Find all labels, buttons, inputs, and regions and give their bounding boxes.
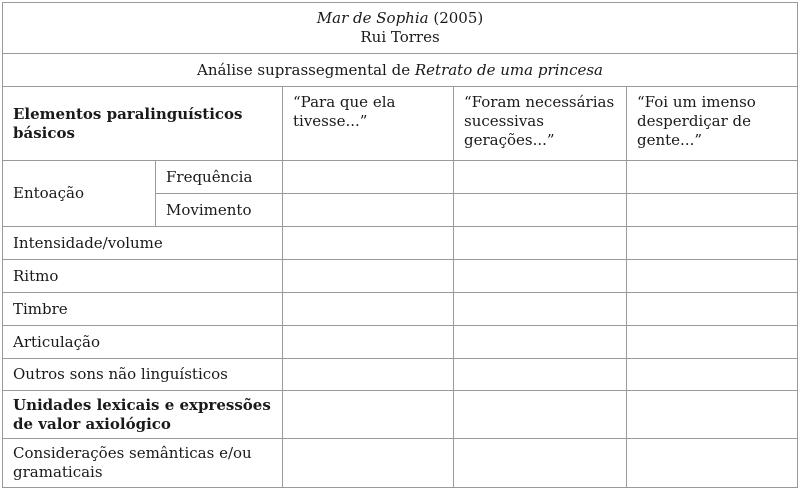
answer-cell [283, 326, 454, 359]
answer-cell [454, 227, 627, 260]
table-row [3, 439, 798, 488]
table-row [3, 391, 798, 439]
work-title-line [13, 9, 787, 28]
header-verse-2: “Foram necessárias sucessivas gerações...” [454, 87, 627, 161]
analysis-table [2, 2, 798, 488]
answer-cell [283, 227, 454, 260]
subtitle-row [3, 54, 798, 87]
row-label-ritmo: Ritmo [3, 260, 283, 293]
row-label-articulacao: Articulação [3, 326, 283, 359]
table-row [3, 326, 798, 359]
answer-cell [283, 439, 454, 488]
answer-cell [454, 293, 627, 326]
answer-cell [627, 194, 798, 227]
poem-title: Retrato de uma princesa [414, 60, 604, 79]
answer-cell [454, 391, 627, 439]
answer-cell [627, 293, 798, 326]
answer-cell [627, 227, 798, 260]
answer-cell [283, 391, 454, 439]
header-paralinguistic: Elementos paralinguísticos básicos [3, 87, 283, 161]
answer-cell [283, 260, 454, 293]
table-row [3, 293, 798, 326]
row-label-frequencia: Frequência [156, 161, 283, 194]
answer-cell [454, 161, 627, 194]
column-header-row [3, 87, 798, 161]
answer-cell [627, 359, 798, 391]
answer-cell [283, 359, 454, 391]
subtitle-cell [3, 54, 798, 87]
answer-cell [454, 359, 627, 391]
title-row [3, 3, 798, 54]
answer-cell [627, 161, 798, 194]
row-label-outros: Outros sons não linguísticos [3, 359, 283, 391]
row-label-entoacao: Entoação [3, 161, 156, 227]
answer-cell [283, 194, 454, 227]
answer-cell [627, 326, 798, 359]
table-row [3, 260, 798, 293]
answer-cell [454, 439, 627, 488]
table-row [3, 359, 798, 391]
subtitle-prefix: Análise suprassegmental de [197, 60, 415, 79]
answer-cell [627, 391, 798, 439]
answer-cell [454, 326, 627, 359]
answer-cell [454, 194, 627, 227]
title-cell [3, 3, 798, 54]
header-verse-1: “Para que ela tivesse...” [283, 87, 454, 161]
row-label-unidades: Unidades lexicais e expressões de valor axiológico [3, 391, 283, 439]
table-row [3, 161, 798, 194]
work-title: Mar de Sophia [316, 9, 429, 27]
row-label-timbre: Timbre [3, 293, 283, 326]
answer-cell [283, 293, 454, 326]
work-year: (2005) [428, 9, 484, 27]
answer-cell [454, 260, 627, 293]
answer-cell [283, 161, 454, 194]
row-label-consideracoes: Considerações semânticas e/ou gramaticais [3, 439, 283, 488]
row-label-intensidade: Intensidade/volume [3, 227, 283, 260]
answer-cell [627, 439, 798, 488]
table-row [3, 227, 798, 260]
row-label-movimento: Movimento [156, 194, 283, 227]
author: Rui Torres [360, 28, 440, 46]
answer-cell [627, 260, 798, 293]
header-verse-3: “Foi um imenso desperdiçar de gente...” [627, 87, 798, 161]
